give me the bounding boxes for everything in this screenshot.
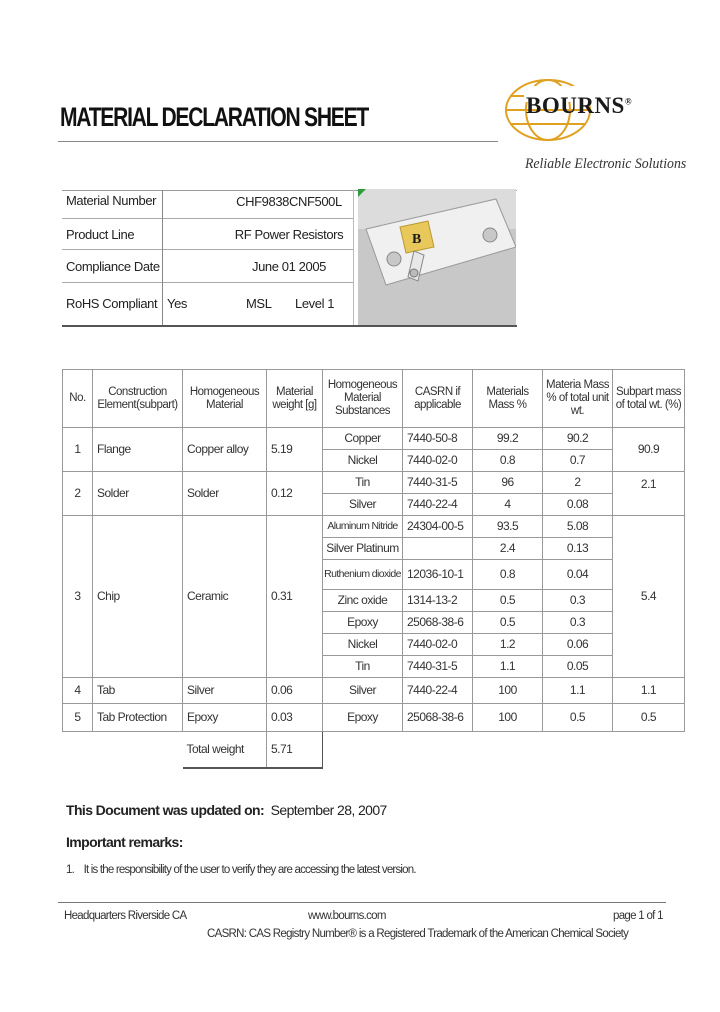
row-mass: 1.2 (473, 634, 543, 656)
msl-value: Level 1 (295, 296, 335, 311)
header-casrn: CASRN if applicable (403, 370, 473, 428)
row-mass: 93.5 (473, 516, 543, 538)
compliance-date-label: Compliance Date (66, 259, 160, 274)
row-substance: Tin (323, 472, 403, 494)
header-weight: Material weight [g] (267, 370, 323, 428)
header-element: Construction Element(subpart) (93, 370, 183, 428)
footer-cas-note: CASRN: CAS Registry Number® is a Registered Trademark of the American Chemical Society (207, 928, 629, 940)
info-row-rohs (62, 283, 354, 325)
row-total: 0.08 (543, 494, 613, 516)
info-bottom-rule (62, 325, 517, 327)
total-spacer (543, 732, 613, 768)
row-weight: 0.06 (267, 678, 323, 704)
row-material: Silver (183, 678, 267, 704)
row-substance: Nickel (323, 450, 403, 472)
rohs-value: Yes (167, 296, 188, 311)
product-line-label: Product Line (66, 227, 135, 242)
row-subpart: 0.5 (613, 704, 685, 732)
logo-registered-mark: ® (624, 96, 633, 107)
row-casrn: 1314-13-2 (403, 590, 473, 612)
header-mass-pct: Materials Mass % (473, 370, 543, 428)
total-label: Total weight (183, 732, 267, 768)
row-no: 3 (63, 516, 93, 678)
header-no: No. (63, 370, 93, 428)
product-photo (358, 189, 516, 325)
row-substance: Epoxy (323, 704, 403, 732)
row-subpart: 1.1 (613, 678, 685, 704)
row-substance: Nickel (323, 634, 403, 656)
row-casrn: 7440-22-4 (403, 678, 473, 704)
row-mass: 0.8 (473, 560, 543, 590)
info-row-compliance-date (62, 250, 354, 283)
row-weight: 0.03 (267, 704, 323, 732)
total-spacer (473, 732, 543, 768)
row-material: Solder (183, 472, 267, 516)
total-row (63, 732, 685, 768)
total-spacer (403, 732, 473, 768)
row-total: 90.2 (543, 428, 613, 450)
header-substances: Homogeneous Material Substances (323, 370, 403, 428)
row-total: 2 (543, 472, 613, 494)
header-subpart-mass: Subpart mass of total wt. (%) (613, 370, 685, 428)
material-number-label: Material Number (66, 193, 157, 208)
row-no: 1 (63, 428, 93, 472)
row-casrn: 7440-02-0 (403, 634, 473, 656)
row-material: Ceramic (183, 516, 267, 678)
row-casrn: 25068-38-6 (403, 612, 473, 634)
table-row (63, 428, 685, 450)
row-casrn: 7440-31-5 (403, 472, 473, 494)
info-photo-divider (353, 190, 354, 325)
header-total-pct: Materia Mass % of total unit wt. (543, 370, 613, 428)
info-column-divider (162, 190, 163, 325)
table-row (63, 704, 685, 732)
row-casrn: 7440-31-5 (403, 656, 473, 678)
table-row (63, 678, 685, 704)
row-mass: 96 (473, 472, 543, 494)
total-value: 5.71 (267, 732, 323, 768)
footer-headquarters: Headquarters Riverside CA (64, 910, 187, 922)
row-mass: 99.2 (473, 428, 543, 450)
updated-label: This Document was updated on: (66, 802, 265, 818)
remark-text: It is the responsibility of the user to verify they are accessing the latest version. (83, 864, 416, 876)
footer-divider (58, 902, 666, 903)
row-weight: 0.12 (267, 472, 323, 516)
row-substance: Aluminum Nitride (323, 516, 403, 538)
info-row-product-line (62, 219, 354, 250)
row-mass: 4 (473, 494, 543, 516)
row-weight: 0.31 (267, 516, 323, 678)
row-mass: 0.5 (473, 590, 543, 612)
row-total: 5.08 (543, 516, 613, 538)
row-subpart: 2.1 (613, 472, 685, 516)
row-casrn: 7440-22-4 (403, 494, 473, 516)
table-header-row (63, 370, 685, 428)
row-substance: Silver Platinum (323, 538, 403, 560)
table-row (63, 472, 685, 494)
row-total: 0.06 (543, 634, 613, 656)
total-spacer (323, 732, 403, 768)
info-row-material-number (62, 190, 354, 219)
tagline: Reliable Electronic Solutions (525, 156, 687, 172)
row-element: Solder (93, 472, 183, 516)
row-total: 0.04 (543, 560, 613, 590)
title-divider (58, 141, 498, 142)
row-material: Epoxy (183, 704, 267, 732)
row-casrn: 24304-00-5 (403, 516, 473, 538)
row-casrn: 25068-38-6 (403, 704, 473, 732)
total-spacer (93, 732, 183, 768)
row-subpart: 90.9 (613, 428, 685, 472)
total-spacer (63, 732, 93, 768)
updated-line (66, 802, 387, 818)
row-casrn (403, 538, 473, 560)
remarks-heading: Important remarks: (66, 834, 183, 850)
material-number-value: CHF9838CNF500L (236, 194, 342, 209)
row-casrn: 7440-50-8 (403, 428, 473, 450)
row-element: Tab Protection (93, 704, 183, 732)
row-total: 0.3 (543, 612, 613, 634)
row-casrn: 7440-02-0 (403, 450, 473, 472)
row-element: Flange (93, 428, 183, 472)
row-substance: Tin (323, 656, 403, 678)
header-homog-material: Homogeneous Material (183, 370, 267, 428)
row-total: 0.05 (543, 656, 613, 678)
compliance-date-value: June 01 2005 (252, 259, 326, 274)
row-substance: Silver (323, 494, 403, 516)
row-substance: Silver (323, 678, 403, 704)
updated-date: September 28, 2007 (270, 802, 387, 818)
row-total: 0.13 (543, 538, 613, 560)
row-no: 4 (63, 678, 93, 704)
row-subpart: 5.4 (613, 516, 685, 678)
remark-number: 1. (66, 864, 74, 876)
total-spacer (613, 732, 685, 768)
row-no: 5 (63, 704, 93, 732)
row-element: Chip (93, 516, 183, 678)
row-total: 0.3 (543, 590, 613, 612)
row-substance: Copper (323, 428, 403, 450)
row-total: 0.7 (543, 450, 613, 472)
remark-item (66, 864, 416, 876)
row-mass: 100 (473, 704, 543, 732)
logo-wordmark (526, 93, 632, 119)
row-element: Tab (93, 678, 183, 704)
rohs-label: RoHS Compliant (66, 296, 158, 311)
product-line-value: RF Power Resistors (234, 227, 344, 242)
row-substance: Epoxy (323, 612, 403, 634)
row-material: Copper alloy (183, 428, 267, 472)
row-substance: Ruthenium dioxide (323, 560, 403, 590)
row-mass: 1.1 (473, 656, 543, 678)
row-weight: 5.19 (267, 428, 323, 472)
row-mass: 100 (473, 678, 543, 704)
row-mass: 0.5 (473, 612, 543, 634)
document-title: MATERIAL DECLARATION SHEET (60, 102, 369, 132)
row-no: 2 (63, 472, 93, 516)
logo-text: BOURNS (526, 93, 625, 118)
row-total: 1.1 (543, 678, 613, 704)
row-mass: 0.8 (473, 450, 543, 472)
table-row (63, 516, 685, 538)
material-table (62, 369, 685, 769)
row-mass: 2.4 (473, 538, 543, 560)
row-substance: Zinc oxide (323, 590, 403, 612)
footer-page-number: page 1 of 1 (613, 910, 663, 922)
row-total: 0.5 (543, 704, 613, 732)
row-casrn: 12036-10-1 (403, 560, 473, 590)
svg-text:B: B (412, 232, 422, 247)
msl-label: MSL (246, 296, 272, 311)
footer-website-link[interactable]: www.bourns.com (308, 910, 386, 922)
